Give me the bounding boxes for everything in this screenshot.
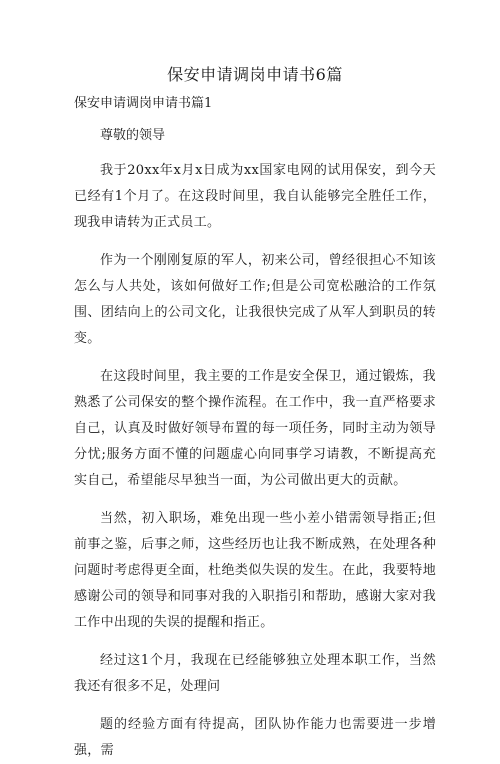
salutation: 尊敬的领导 [100, 128, 166, 143]
paragraph-4: 当然，初入职场，难免出现一些小差小错需领导指正;但前事之鉴，后事之师，这些经历也让我不断成熟，在处理各种问题时考虑得更全面，杜绝类似失误的发生。在此，我要特地感谢公司的领导和同事对我的入职指引和帮助，感谢大家对我工作中出现的失误的提醒和指正。 [74, 511, 436, 630]
paragraph-3: 在这段时间里，我主要的工作是安全保卫，通过锻炼，我熟悉了公司保安的整个操作流程。在工作中，我一直严格要求自己，认真及时做好领导布置的每一项任务，同时主动为领导分忧;服务方面不懂的问题虚心向同事学习请教，不断提高充实自己，希望能尽早独当一面，为公司做出更大的贡献。 [74, 369, 436, 488]
paragraph-2: 作为一个刚刚复原的军人，初来公司，曾经很担心不知该怎么与人共处，该如何做好工作;但是公司宽松融洽的工作氛围、团结向上的公司文化，让我很快完成了从军人到职员的转变。 [74, 253, 436, 346]
paragraph-5: 经过这1个月，我现在已经能够独立处理本职工作，当然我还有很多不足，处理问 [74, 653, 436, 694]
document-subtitle: 保安申请调岗申请书篇1 [74, 96, 213, 111]
document-title: 保安申请调岗申请书6篇 [167, 65, 343, 84]
paragraph-6: 题的经验方面有待提高，团队协作能力也需要进一步增强，需 [74, 717, 436, 758]
paragraph-1: 我于20xx年x月x日成为xx国家电网的试用保安，到今天已经有1个月了。在这段时间里，我自认能够完全胜任工作，现我申请转为正式员工。 [74, 163, 436, 230]
